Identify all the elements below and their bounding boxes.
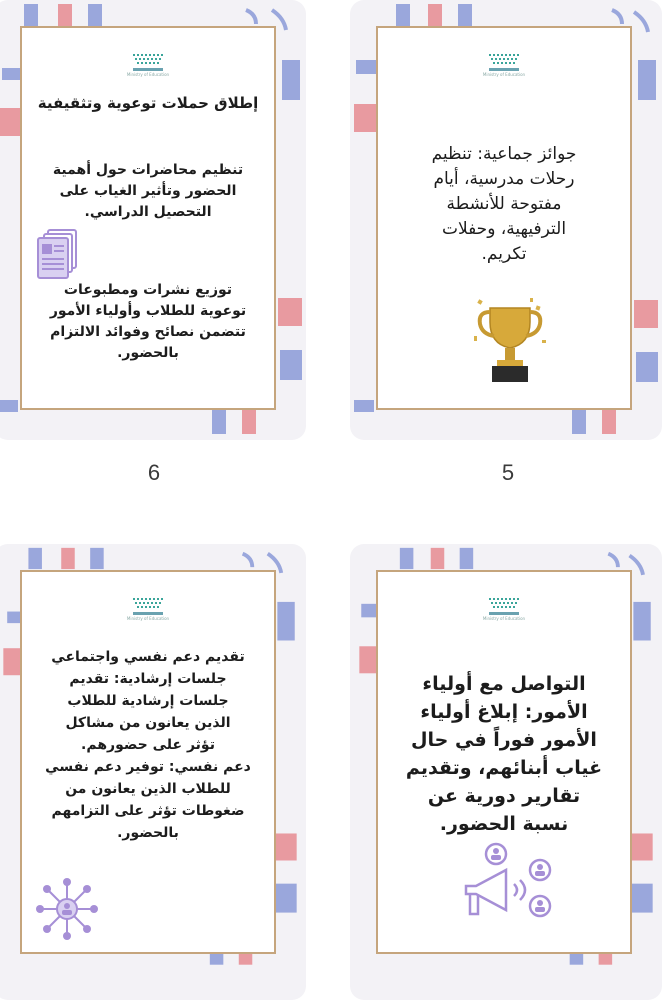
card-7 [376,570,632,954]
network-people-icon [34,876,100,942]
card-6-text-2: توزيع نشرات ومطبوعات توعوية للطلاب وأولياء الأمور تتضمن نصائح وفوائد الالتزام بالحضور. [49,282,247,361]
documents-icon [36,228,80,280]
card-5-text: جوائز جماعية: تنظيم رحلات مدرسية، أيام مفتوحة للأنشطة الترفيهية، وحفلات تكريم. [431,144,577,264]
trophy-icon [470,296,550,386]
card-7-text: التواصل مع أولياء الأمور: إبلاغ أولياء الأمور فوراً في حال غياب أبنائهم، وتقديم تقارير دورية عن نسبة الحضور. [405,673,603,835]
card-6 [20,26,276,410]
card-tile-8[interactable] [0,544,306,1000]
card-8-text: تقديم دعم نفسي واجتماعي جلسات إرشادية: تقديم جلسات إرشادية للطلاب الذين يعانون من مشاكل تؤثر على حضورهم. دعم نفسي: توفير دعم نفسي للطلاب الذين يعانون من ضغوطات تؤثر على التزامهم بالحضور. [45,649,251,841]
card-tile-6[interactable] [0,0,306,440]
card-tile-5[interactable] [350,0,662,440]
ministry-logo-text: Ministry of Education [126,72,170,77]
card-number-6: 6 [147,460,161,485]
card-8 [20,570,276,954]
ministry-logo-text: Ministry of Education [482,616,526,621]
card-6-heading: إطلاق حملات توعوية وتثقيفية [37,94,259,112]
ministry-logo-text: Ministry of Education [482,72,526,77]
ministry-logo-text: Ministry of Education [126,616,170,621]
card-5 [376,26,632,410]
card-tile-7[interactable] [350,544,662,1000]
megaphone-people-icon [460,842,556,934]
card-6-text-1: تنظيم محاضرات حول أهمية الحضور وتأثير الغياب على التحصيل الدراسي. [52,162,244,220]
card-number-5: 5 [501,460,515,485]
